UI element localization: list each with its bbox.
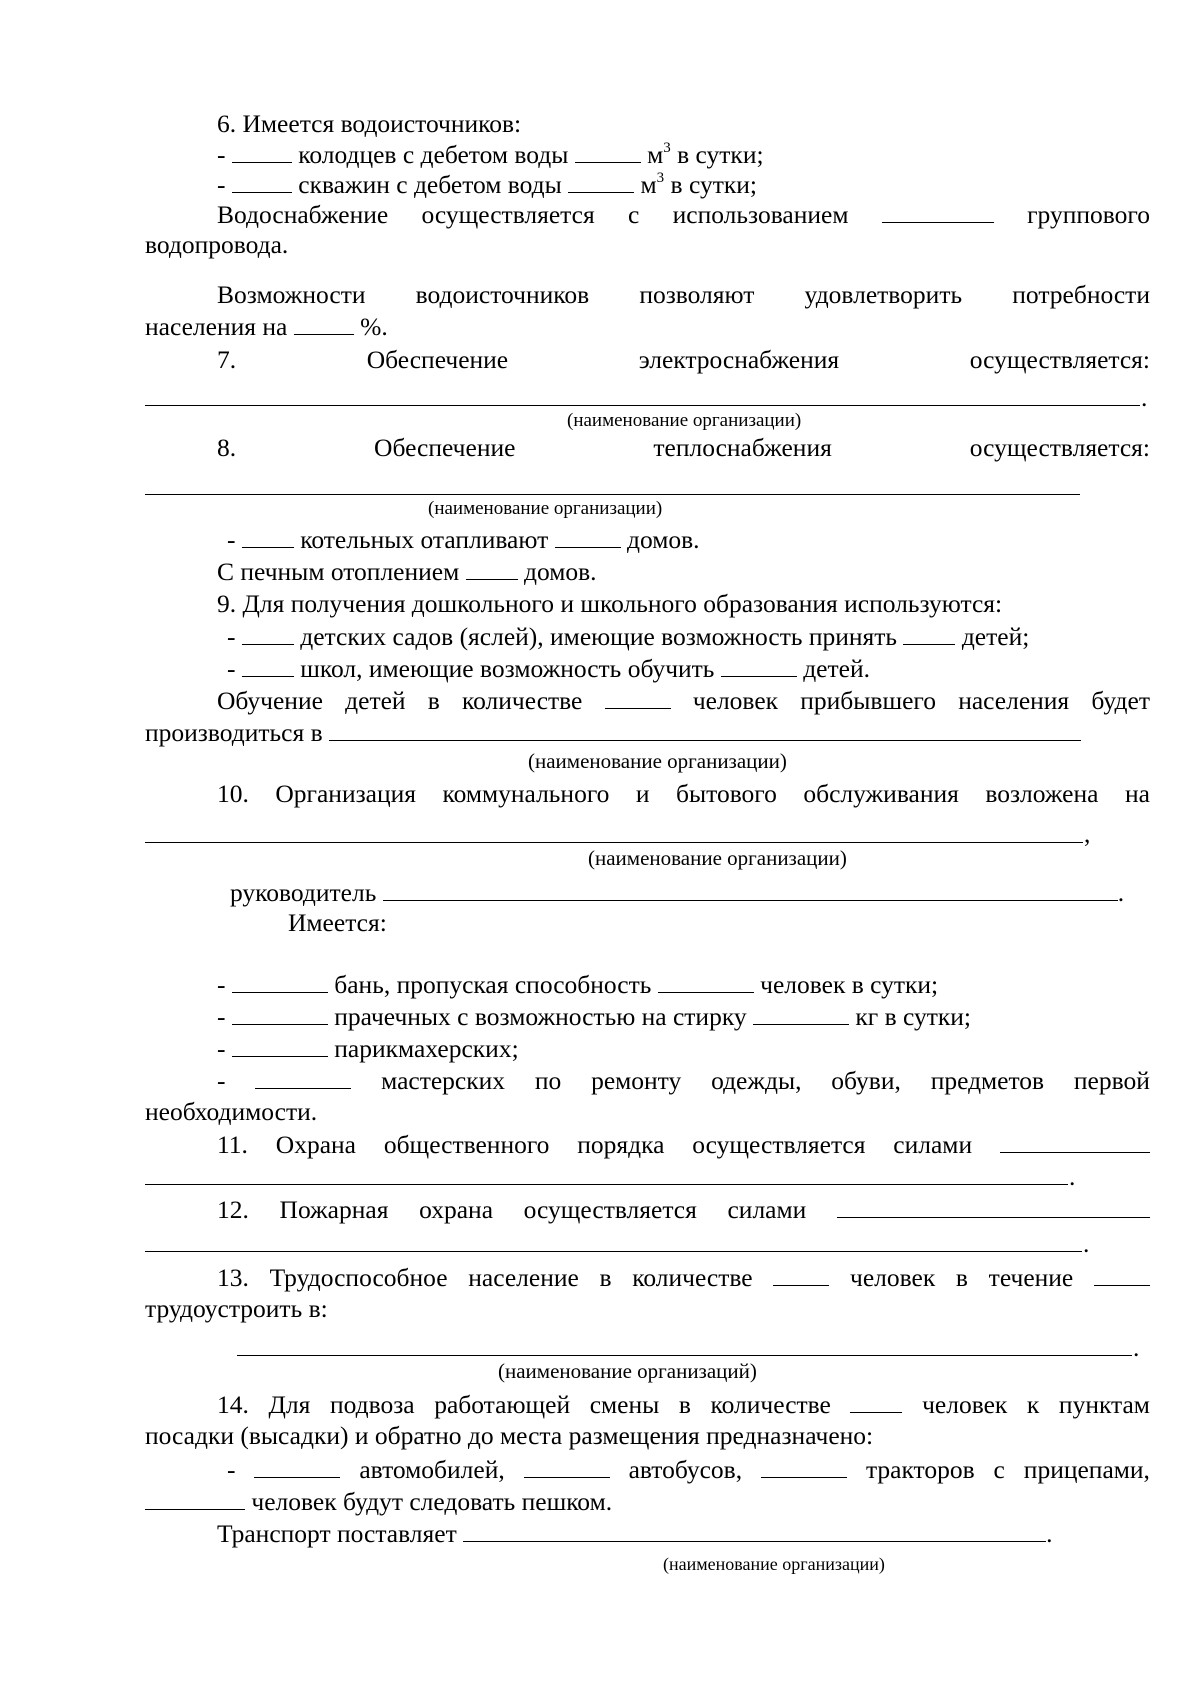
- capacity-percent-blank[interactable]: [294, 309, 354, 335]
- police-blank-1[interactable]: [1000, 1127, 1150, 1153]
- boiler-count-blank[interactable]: [242, 522, 294, 548]
- police-blank-2[interactable]: [145, 1184, 1068, 1185]
- s6-capacity-tail: населения на %.: [145, 309, 1150, 343]
- s7-line: 7. Обеспечение электроснабжения осуществляется:: [217, 345, 1150, 374]
- fire-blank-1[interactable]: [837, 1192, 1150, 1218]
- laundry-capacity-blank[interactable]: [753, 999, 849, 1025]
- workforce-period-blank[interactable]: [1094, 1260, 1150, 1286]
- bath-count-blank[interactable]: [232, 967, 328, 993]
- wells-debit-blank[interactable]: [575, 137, 641, 163]
- barber-count-blank[interactable]: [232, 1031, 328, 1057]
- manager-blank[interactable]: [383, 875, 1118, 901]
- fire-blank-2[interactable]: [145, 1251, 1082, 1252]
- s13-line: 13. Трудоспособное население в количестве человек в течение: [217, 1260, 1150, 1294]
- boiler-houses-blank[interactable]: [555, 522, 621, 548]
- kindergarten-children-blank[interactable]: [903, 619, 955, 645]
- tractors-blank[interactable]: [761, 1452, 847, 1478]
- teaching-count-blank[interactable]: [605, 683, 671, 709]
- s10-head-line: руководитель .: [145, 875, 1150, 909]
- s14-walk-line: человек будут следовать пешком.: [145, 1484, 1150, 1518]
- shift-count-blank[interactable]: [850, 1387, 902, 1413]
- s12-period: .: [1083, 1229, 1090, 1258]
- workforce-count-blank[interactable]: [773, 1260, 829, 1286]
- s8-caption: (наименование организации): [428, 498, 663, 519]
- s14-line: 14. Для подвоза работающей смены в количестве человек к пунктам: [217, 1387, 1150, 1421]
- school-count-blank[interactable]: [242, 651, 294, 677]
- buses-blank[interactable]: [524, 1452, 610, 1478]
- s10-laundry-line: - прачечных с возможностью на стирку кг в сутки;: [145, 999, 1150, 1033]
- s9-teaching-tail: производиться в: [145, 715, 1150, 749]
- s10-repair-tail: необходимости.: [145, 1097, 318, 1126]
- s14-caption: (наименование организации): [663, 1554, 885, 1574]
- s10-has: Имеется:: [288, 908, 387, 937]
- s6-supply-tail: водопровода.: [145, 230, 289, 259]
- s13-tail: трудоустроить в:: [145, 1294, 328, 1323]
- laundry-count-blank[interactable]: [232, 999, 328, 1025]
- s14-line2: посадки (высадки) и обратно до места размещения предназначено:: [145, 1421, 874, 1450]
- cars-blank[interactable]: [254, 1452, 340, 1478]
- walk-count-blank[interactable]: [145, 1484, 245, 1510]
- s10-bath-line: - бань, пропуская способность человек в сутки;: [145, 967, 1150, 1001]
- s10-barber-line: - парикмахерских;: [145, 1031, 1150, 1065]
- s14-vehicles-line: - автомобилей, автобусов, тракторов с прицепами,: [227, 1452, 1150, 1486]
- s12-line: 12. Пожарная охрана осуществляется силами: [217, 1192, 1150, 1226]
- s14-transport-line: Транспорт поставляет .: [145, 1516, 1150, 1550]
- teaching-org-blank[interactable]: [329, 715, 1081, 741]
- s6-wells-line: - колодцев с дебетом воды $м^3$ в сутки;: [145, 137, 1150, 171]
- s9-school-line: - школ, имеющие возможность обучить детей.: [145, 651, 1150, 685]
- s6-supply-line: Водоснабжение осуществляется с использованием группового: [217, 197, 1150, 231]
- s8-boiler-line: - котельных отапливают домов.: [145, 522, 1150, 556]
- boreholes-debit-blank[interactable]: [568, 167, 634, 193]
- s6-boreholes-line: - скважин с дебетом воды $м^3$ в сутки;: [145, 167, 1150, 201]
- s13-period: .: [1133, 1333, 1140, 1362]
- stove-houses-blank[interactable]: [466, 554, 518, 580]
- s11-line: 11. Охрана общественного порядка осуществляется силами: [217, 1127, 1150, 1161]
- school-children-blank[interactable]: [721, 651, 797, 677]
- s10-line: 10. Организация коммунального и бытового обслуживания возложена на: [217, 779, 1150, 808]
- s11-period: .: [1069, 1162, 1076, 1191]
- s10-repair-line: - мастерских по ремонту одежды, обуви, предметов первой: [217, 1063, 1150, 1097]
- s9-caption: (наименование организации): [528, 749, 787, 773]
- s10-comma: ,: [1084, 819, 1091, 848]
- s10-caption: (наименование организации): [588, 846, 847, 870]
- boreholes-count-blank[interactable]: [232, 167, 292, 193]
- s10-org-blank[interactable]: [145, 842, 1083, 843]
- repair-count-blank[interactable]: [255, 1063, 351, 1089]
- s8-line: 8. Обеспечение теплоснабжения осуществляется:: [217, 433, 1150, 462]
- transport-org-blank[interactable]: [463, 1516, 1046, 1542]
- s7-period: .: [1141, 383, 1148, 412]
- workforce-org-blank[interactable]: [237, 1355, 1132, 1356]
- kindergarten-count-blank[interactable]: [242, 619, 294, 645]
- wells-count-blank[interactable]: [232, 137, 292, 163]
- s9-heading: 9. Для получения дошкольного и школьного образования используются:: [217, 589, 1003, 618]
- s7-caption: (наименование организации): [567, 410, 802, 431]
- s9-teaching-line: Обучение детей в количестве человек прибывшего населения будет: [217, 683, 1150, 717]
- s7-org-blank[interactable]: [145, 405, 1140, 406]
- s9-kindergarten-line: - детских садов (яслей), имеющие возможность принять детей;: [145, 619, 1150, 653]
- bath-capacity-blank[interactable]: [658, 967, 754, 993]
- s6-capacity-line: Возможности водоисточников позволяют удовлетворить потребности: [217, 280, 1150, 309]
- supply-blank[interactable]: [882, 197, 994, 223]
- s8-org-blank[interactable]: [145, 494, 1080, 495]
- s6-heading: 6. Имеется водоисточников:: [217, 109, 522, 138]
- s8-stove-line: С печным отоплением домов.: [145, 554, 1150, 588]
- s13-caption: (наименование организаций): [498, 1359, 757, 1383]
